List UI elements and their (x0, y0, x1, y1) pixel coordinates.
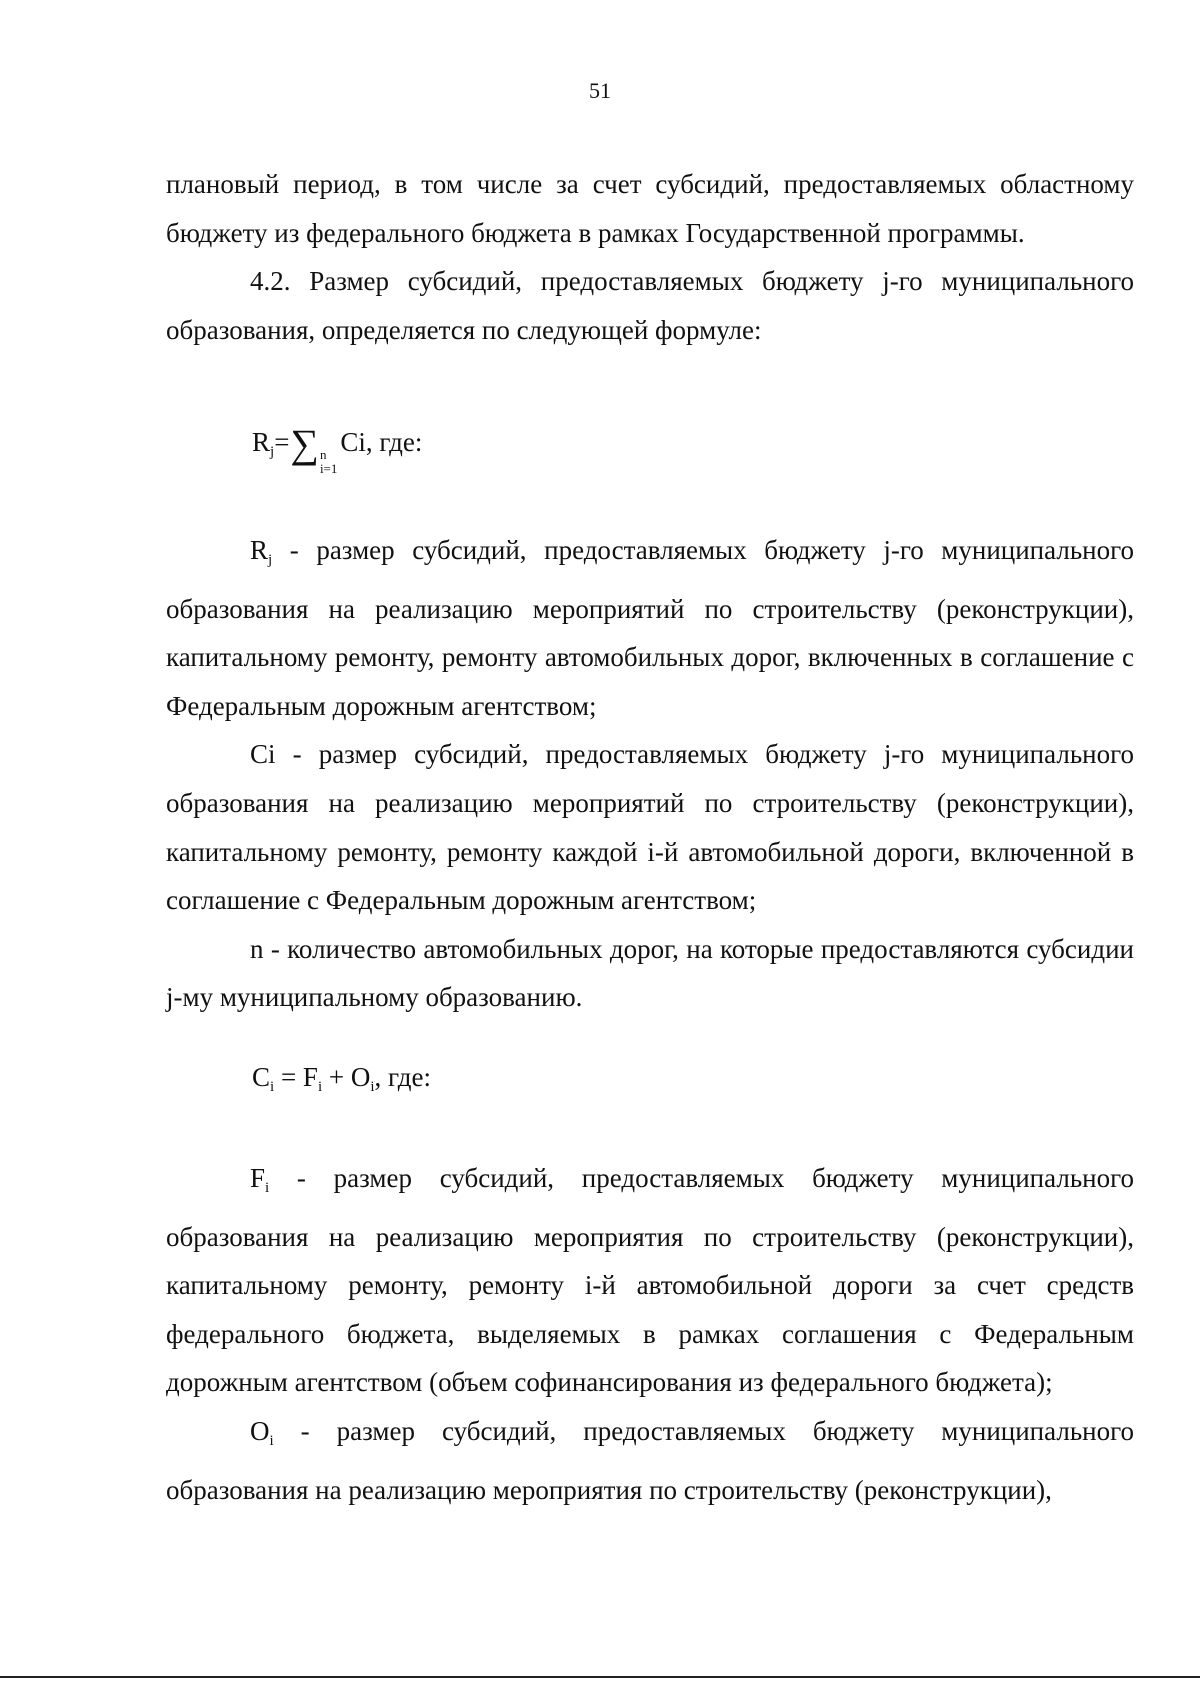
definition-rj: $R_j$ - размер субсидий, предоставляемых бюджету j-го муниципального образования на реализацию мероприятий по строительству (реконструкции), капитальному ремонту, ремонту автомобильных дорог, включенных в соглашение с Федеральным дорожным агентством; (166, 535, 1134, 721)
formula-lhs: $R_j$ (252, 427, 275, 460)
page-number: 51 (589, 78, 611, 103)
formula-ci: $C_i = F_i + O_i$, где: (252, 1062, 431, 1095)
definition-n: n - количество автомобильных дорог, на которые предоставляются субсидии j-му муниципальному образованию. (166, 933, 1134, 1013)
text-block-top (166, 160, 1134, 354)
definition-fi: $F_i$ - размер субсидий, предоставляемых бюджету муниципального образования на реализацию мероприятия по строительству (реконструкции), капитальному ремонту, ремонту i-й автомобильной дороги за счет средств федерального бюджета, выделяемых в рамках соглашения с Федеральным дорожным агентством (объем софинансирования из федерального бюджета); (166, 1163, 1134, 1398)
formula-sum: $R_j=\sum$ n i=1 Ci, где: (252, 421, 423, 476)
bottom-scan-edge (0, 1676, 1200, 1678)
text-block-definitions (166, 526, 1134, 1022)
definition-ci: Ci - размер субсидий, предоставляемых бюджету j-го муниципального образования на реализацию мероприятий по строительству (реконструкции), капитальному ремонту, ремонту каждой i-й автомобильной дороги, включенной в соглашение с Федеральным дорожным агентством; (166, 739, 1134, 916)
intro-continuation: плановый период, в том числе за счет субсидий, предоставляемых областному бюджету из федерального бюджета в рамках Государственной программы. (166, 169, 1134, 248)
sum-limits: n i=1 (319, 447, 338, 476)
paragraph-4-2: 4.2. Размер субсидий, предоставляемых бюджету j-го муниципального образования, определяется по следующей формуле: (166, 266, 1134, 345)
definition-oi: $O_i$ - размер субсидий, предоставляемых бюджету муниципального образования на реализацию мероприятия по строительству (реконструкции), (166, 1415, 1134, 1505)
text-block-bottom (166, 1154, 1134, 1514)
sigma-symbol: ∑ (290, 421, 319, 466)
